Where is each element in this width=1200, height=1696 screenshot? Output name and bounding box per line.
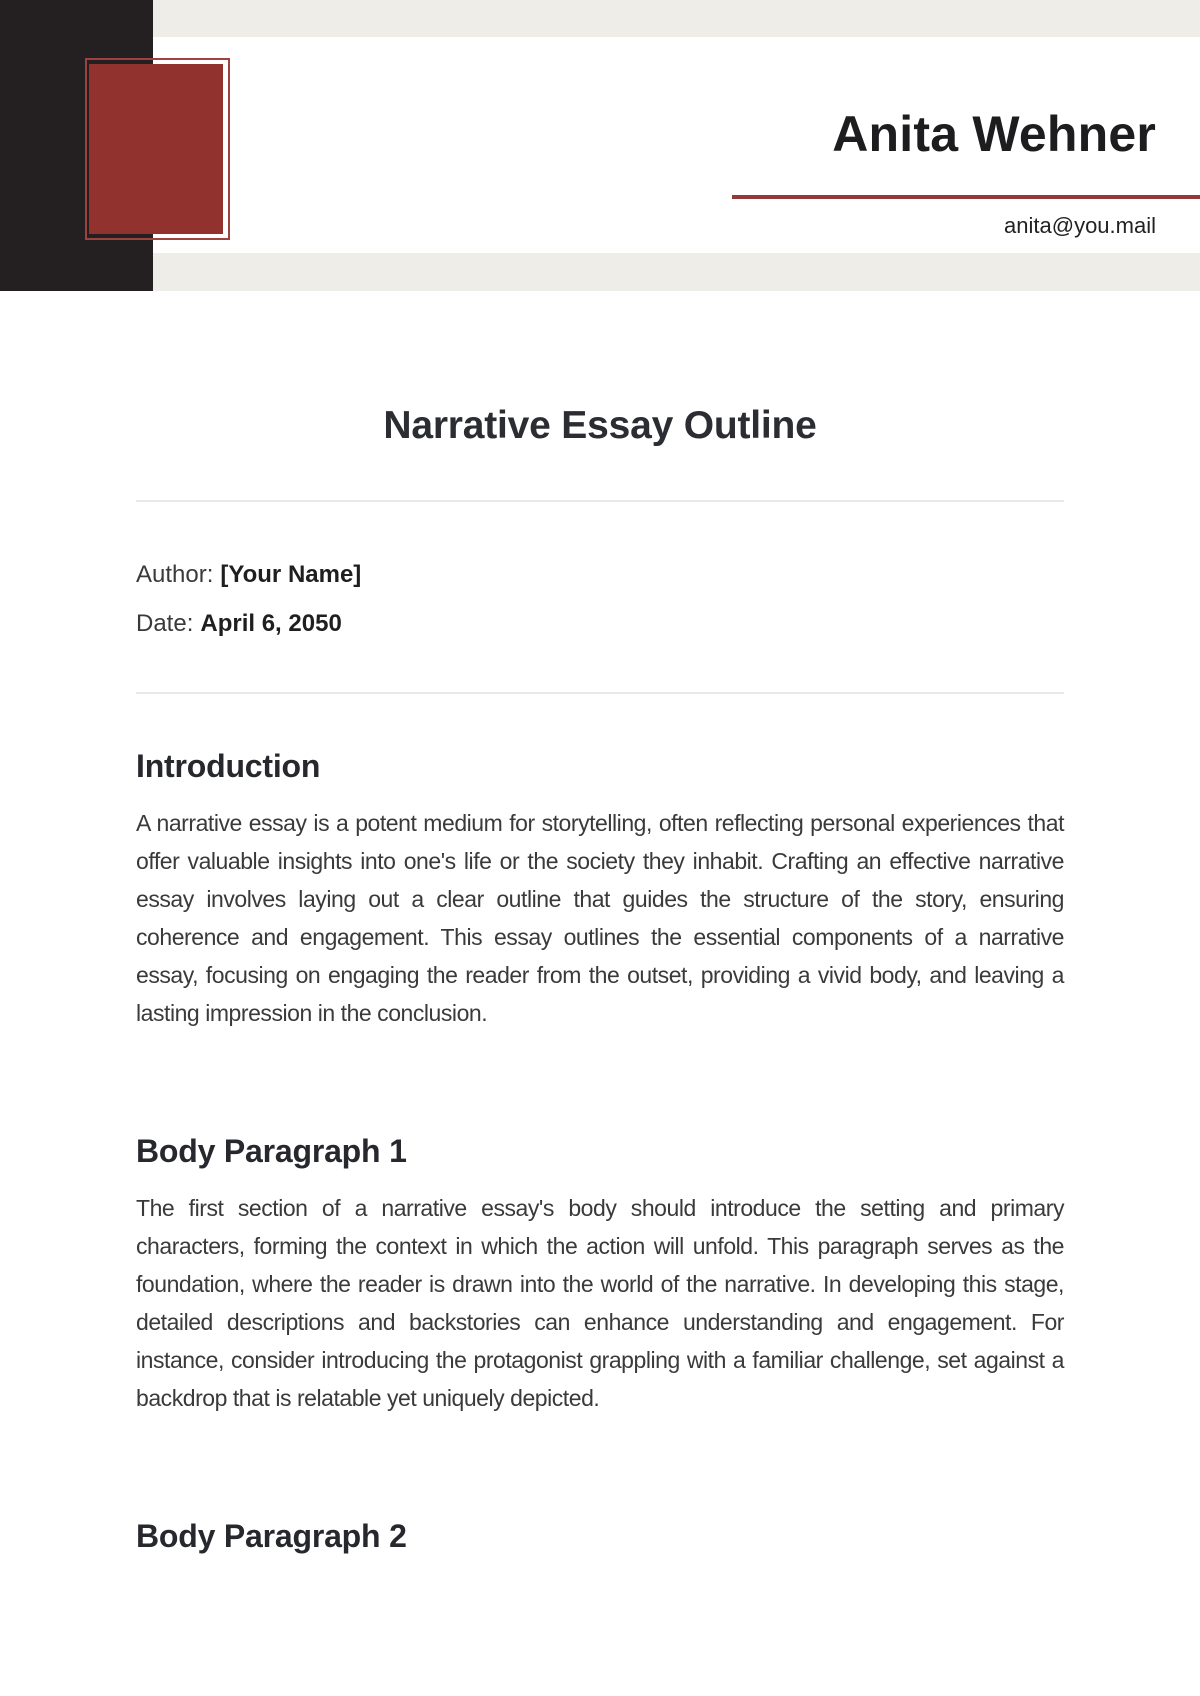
document-title: Narrative Essay Outline (383, 404, 817, 447)
divider-top (136, 500, 1064, 502)
header-accent-rule (732, 195, 1200, 199)
sections-container (136, 747, 1064, 1555)
section-heading: Introduction (136, 747, 321, 784)
document-body (0, 291, 1200, 1696)
letterhead-header (0, 0, 1200, 291)
section-heading: Body Paragraph 2 (136, 1517, 407, 1554)
profile-name: Anita Wehner (832, 106, 1156, 162)
essay-section (136, 747, 1064, 1032)
header-band-top (0, 0, 1200, 37)
author-value: [Your Name] (220, 560, 362, 588)
date-line (136, 605, 1064, 643)
section-paragraph: The first section of a narrative essay's body should introduce the setting and primary characters, forming the context in which the action will unfold. This paragraph serves as the foundation, where the reader is drawn into the world of the narrative. In developing this stage, detailed descriptions and backstories can enhance understanding and engagement. For instance, consider introducing the protagonist grappling with a familiar challenge, set against a backdrop that is relatable yet uniquely depicted. (136, 1194, 1064, 1411)
header-band-bottom (0, 253, 1200, 291)
logo-square (89, 64, 223, 234)
essay-section (136, 1517, 1064, 1555)
author-line (136, 556, 1064, 594)
profile-email: anita@you.mail (1004, 213, 1156, 238)
date-value: April 6, 2050 (200, 609, 342, 637)
divider-bottom (136, 692, 1064, 694)
author-label: Author: (136, 560, 214, 588)
section-heading: Body Paragraph 1 (136, 1132, 407, 1169)
date-label: Date: (136, 609, 194, 637)
section-paragraph: A narrative essay is a potent medium for storytelling, often reflecting personal experiences that offer valuable insights into one's life or the society they inhabit. Crafting an effective narrative essay involves laying out a clear outline that guides the structure of the story, ensuring coherence and engagement. This essay outlines the essential components of a narrative essay, focusing on engaging the reader from the outset, providing a vivid body, and leaving a lasting impression in the conclusion. (136, 809, 1064, 1026)
essay-section (136, 1132, 1064, 1417)
